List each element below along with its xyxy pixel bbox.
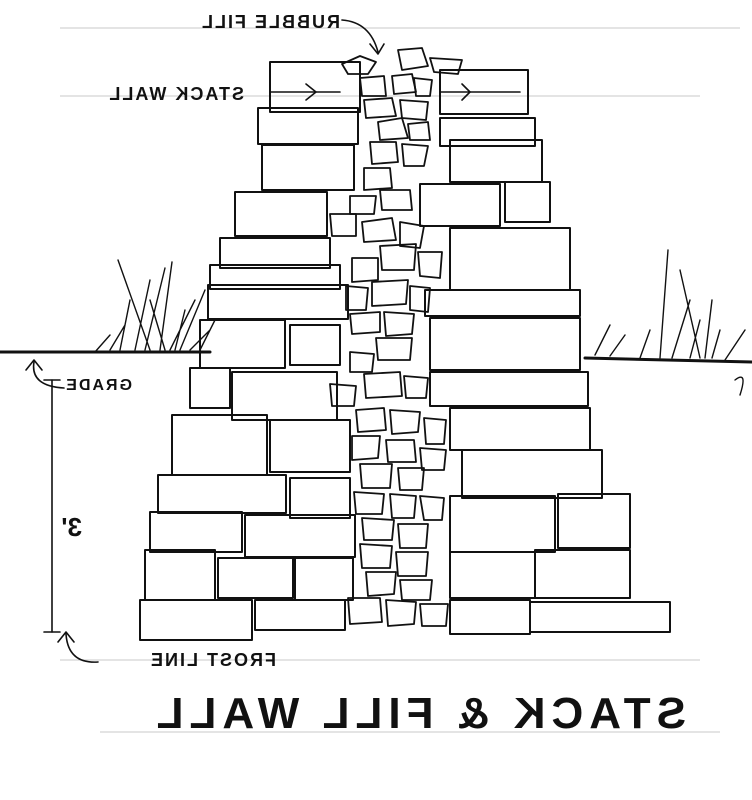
frost-line-label: FROST LINE <box>149 650 276 670</box>
stack-wall-blocks <box>140 62 670 640</box>
stack-wall-label: STACK WALL <box>107 84 244 104</box>
grass-left <box>95 260 215 352</box>
grade-ground-line <box>0 352 752 362</box>
frost-line-leader <box>58 632 98 662</box>
rubble-fill-label: RUBBLE FILL <box>200 12 340 32</box>
grade-label: GRADE <box>64 377 132 394</box>
grass-right <box>595 250 745 395</box>
rubble-fill-core <box>330 48 462 626</box>
stack-wall-arrows <box>270 84 520 100</box>
depth-dimension-line <box>44 380 60 632</box>
dimension-label: 3' <box>61 512 82 542</box>
rubble-fill-leader <box>342 20 384 54</box>
diagram-title: STACK & FILL WALL <box>150 689 686 738</box>
grade-leader <box>26 360 64 388</box>
